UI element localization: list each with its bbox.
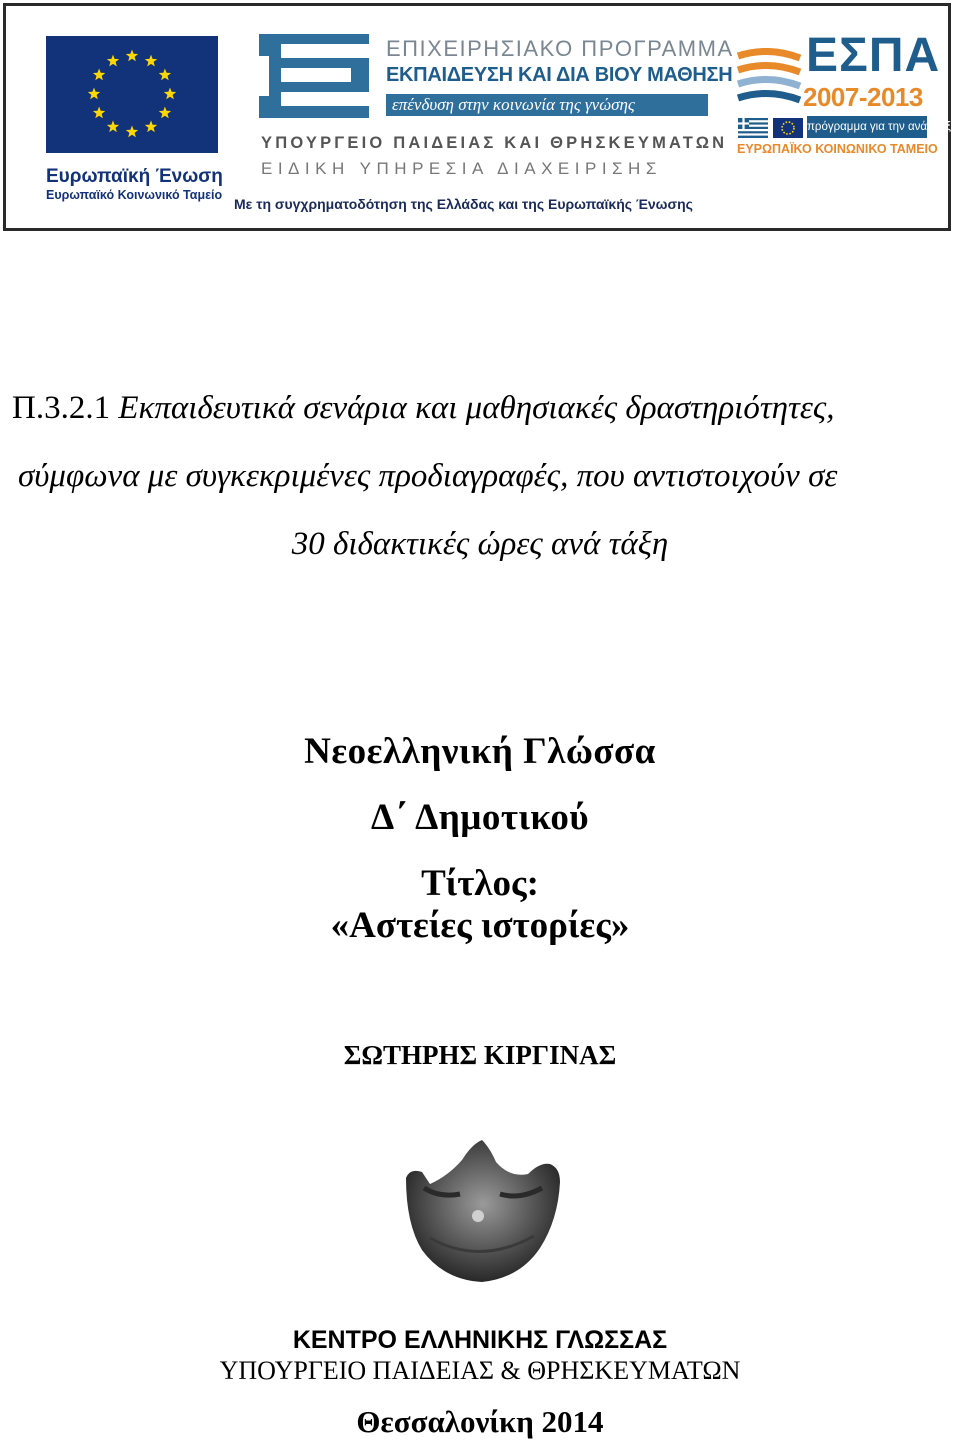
espa-wave-icon <box>736 48 802 104</box>
program-line2: ΕΚΠΑΙΔΕΥΣΗ ΚΑΙ ΔΙΑ ΒΙΟΥ ΜΑΘΗΣΗ <box>386 64 733 86</box>
eu-social-fund-label: Ευρωπαϊκό Κοινωνικό Ταμείο <box>46 188 223 202</box>
greek-flag-icon <box>738 118 768 138</box>
education-program-logo-icon <box>259 34 369 118</box>
grade-level: Δ΄ Δημοτικού <box>370 797 590 838</box>
program-slogan: επένδυση στην κοινωνία της γνώσης <box>386 94 708 116</box>
eu-union-label: Ευρωπαϊκή Ένωση <box>46 166 223 187</box>
eu-flag-icon <box>46 36 218 153</box>
deliverable-line3: 30 διδακτικές ώρες ανά τάξη <box>291 526 669 562</box>
espa-fund-label: ΕΥΡΩΠΑΪΚΟ ΚΟΙΝΩΝΙΚΟ ΤΑΜΕΙΟ <box>737 142 938 156</box>
ministry-line: ΥΠΟΥΡΓΕΙΟ ΠΑΙΔΕΙΑΣ ΚΑΙ ΘΡΗΣΚΕΥΜΑΤΩΝ <box>261 134 728 152</box>
ancient-lamp-icon <box>400 1138 564 1284</box>
program-line1: ΕΠΙΧΕΙΡΗΣΙΑΚΟ ΠΡΟΓΡΑΜΜΑ <box>386 36 734 61</box>
deliverable-line2: σύμφωνα με συγκεκριμένες προδιαγραφές, που αντιστοιχούν σε <box>18 458 838 494</box>
funding-banner <box>3 3 958 231</box>
espa-title: ΕΣΠΑ <box>806 29 941 82</box>
deliverable-line1 <box>12 390 834 427</box>
publisher-center: ΚΕΝΤΡΟ ΕΛΛΗΝΙΚΗΣ ΓΛΩΣΣΑΣ <box>292 1326 668 1354</box>
service-line: ΕΙΔΙΚΗ ΥΠΗΡΕΣΙΑ ΔΙΑΧΕΙΡΙΣΗΣ <box>261 159 662 178</box>
deliverable-line1-text: Εκπαιδευτικά σενάρια και μαθησιακές δραστηριότητες, <box>118 390 835 426</box>
title-value: «Αστείες ιστορίες» <box>330 905 630 946</box>
espa-program-label: πρόγραμμα για την ανάπτυξη <box>807 116 927 138</box>
publisher-ministry: ΥΠΟΥΡΓΕΙΟ ΠΑΙΔΕΙΑΣ & ΘΡΗΣΚΕΥΜΑΤΩΝ <box>219 1356 741 1385</box>
cofunding-note: Με τη συγχρηματοδότηση της Ελλάδας και της Ευρωπαϊκής Ένωσης <box>234 196 693 212</box>
author-name: ΣΩΤΗΡΗΣ ΚΙΡΓΙΝΑΣ <box>343 1040 617 1070</box>
title-label: Τίτλος: <box>421 863 539 904</box>
espa-years: 2007-2013 <box>803 82 923 112</box>
city-year: Θεσσαλονίκη 2014 <box>356 1404 604 1439</box>
subject-title: Νεοελληνική Γλώσσα <box>304 731 656 772</box>
eu-mini-flag-icon <box>773 118 803 138</box>
deliverable-code: Π.3.2.1 <box>12 390 111 426</box>
